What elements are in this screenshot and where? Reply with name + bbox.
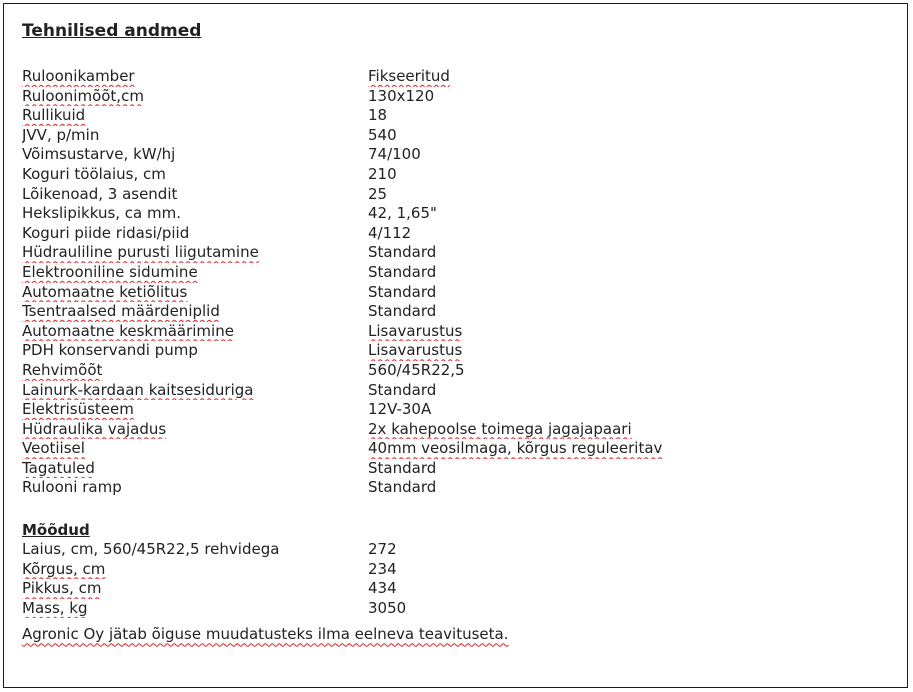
spec-row bbox=[22, 381, 892, 401]
spec-row bbox=[22, 204, 892, 224]
dimension-row bbox=[22, 579, 892, 599]
spec-value: 4/112 bbox=[368, 223, 412, 242]
dimension-label: Pikkus, cm bbox=[22, 579, 102, 598]
dimension-value: 272 bbox=[368, 540, 397, 559]
spec-value: 130x120 bbox=[368, 86, 435, 105]
spec-row bbox=[22, 67, 892, 87]
spec-row bbox=[22, 322, 892, 342]
spec-row bbox=[22, 400, 892, 420]
spec-label: Automaatne keskmäärimine bbox=[22, 321, 234, 340]
spec-value: Standard bbox=[368, 243, 437, 262]
dimension-value: 434 bbox=[368, 579, 397, 598]
spec-label: JVV, p/min bbox=[22, 125, 100, 144]
spec-value: Fikseeritud bbox=[368, 67, 450, 85]
spec-value: Standard bbox=[368, 302, 437, 321]
spec-row bbox=[22, 420, 892, 440]
spec-label: Ruloonikamber bbox=[22, 67, 135, 85]
dimensions-heading: Mõõdud bbox=[22, 521, 90, 540]
spec-value: Standard bbox=[368, 262, 437, 281]
spec-row bbox=[22, 302, 892, 322]
spec-value: Standard bbox=[368, 282, 437, 301]
spec-label: Võimsustarve, kW/hj bbox=[22, 145, 176, 164]
spec-value: Standard bbox=[368, 458, 437, 477]
spec-label: Veotiisel bbox=[22, 439, 85, 458]
spec-row bbox=[22, 145, 892, 165]
spec-label: Hekslipikkus, ca mm. bbox=[22, 204, 182, 223]
spec-row bbox=[22, 243, 892, 263]
dimension-row bbox=[22, 540, 892, 560]
spec-label: Ruloonimõõt,cm bbox=[22, 86, 144, 105]
spec-value: 40mm veosilmaga, kõrgus reguleeritav bbox=[368, 439, 663, 458]
spec-label: Automaatne ketiõlitus bbox=[22, 282, 188, 301]
spec-value: Lisavarustus bbox=[368, 341, 463, 360]
spec-label: PDH konservandi pump bbox=[22, 341, 198, 360]
spec-row bbox=[22, 126, 892, 146]
spec-label: Elektrooniline sidumine bbox=[22, 262, 198, 281]
spec-row bbox=[22, 185, 892, 205]
spec-value: 210 bbox=[368, 164, 397, 183]
spec-value: 42, 1,65" bbox=[368, 204, 437, 223]
spec-row bbox=[22, 283, 892, 303]
dimension-row bbox=[22, 560, 892, 580]
page-title: Tehnilised andmed bbox=[22, 21, 202, 41]
dimension-label: Mass, kg bbox=[22, 598, 88, 617]
dimension-value: 234 bbox=[368, 559, 397, 578]
spec-label: Lainurk-kardaan kaitsesiduriga bbox=[22, 380, 254, 399]
spec-row bbox=[22, 341, 892, 361]
document-content bbox=[22, 20, 892, 645]
spec-value: Standard bbox=[368, 478, 437, 497]
spec-value: 18 bbox=[368, 106, 388, 125]
spec-row bbox=[22, 165, 892, 185]
spec-row bbox=[22, 87, 892, 107]
spec-row bbox=[22, 439, 892, 459]
disclaimer-note: Agronic Oy jätab õiguse muudatusteks ilma eelneva teavituseta. bbox=[22, 625, 509, 644]
spec-row bbox=[22, 263, 892, 283]
spec-value: 2x kahepoolse toimega jagajapaari bbox=[368, 419, 632, 438]
spec-row bbox=[22, 459, 892, 479]
spec-label: Rehvimõõt bbox=[22, 360, 103, 379]
spec-value: 560/45R22,5 bbox=[368, 360, 465, 379]
specs-table bbox=[22, 67, 892, 498]
dimension-label: Kõrgus, cm bbox=[22, 559, 106, 578]
section-gap bbox=[22, 498, 892, 520]
dimension-label: Laius, cm, 560/45R22,5 rehvidega bbox=[22, 540, 280, 559]
spec-label: Hüdraulika vajadus bbox=[22, 419, 167, 438]
spec-label: Koguri töölaius, cm bbox=[22, 164, 166, 183]
spec-label: Koguri piide ridasi/piid bbox=[22, 223, 190, 242]
spec-value: 12V-30A bbox=[368, 400, 432, 419]
spec-row bbox=[22, 106, 892, 126]
dimension-value: 3050 bbox=[368, 598, 407, 617]
spec-value: 25 bbox=[368, 184, 388, 203]
spec-row bbox=[22, 478, 892, 498]
spec-label: Tagatuled bbox=[22, 458, 95, 477]
dimension-row bbox=[22, 599, 892, 619]
spec-label: Hüdrauliline purusti liigutamine bbox=[22, 243, 259, 262]
dimensions-table bbox=[22, 540, 892, 618]
spec-label: Rullikuid bbox=[22, 106, 86, 125]
spec-value: 74/100 bbox=[368, 145, 421, 164]
spec-label: Rulooni ramp bbox=[22, 478, 122, 497]
spec-label: Elektrisüsteem bbox=[22, 400, 134, 419]
spec-value: 540 bbox=[368, 125, 397, 144]
spec-value: Lisavarustus bbox=[368, 321, 463, 340]
spec-row bbox=[22, 224, 892, 244]
spec-label: Lõikenoad, 3 asendit bbox=[22, 184, 178, 203]
spec-row bbox=[22, 361, 892, 381]
spec-label: Tsentraalsed määrdeniplid bbox=[22, 302, 220, 321]
document-page bbox=[3, 3, 908, 688]
spec-value: Standard bbox=[368, 380, 437, 399]
